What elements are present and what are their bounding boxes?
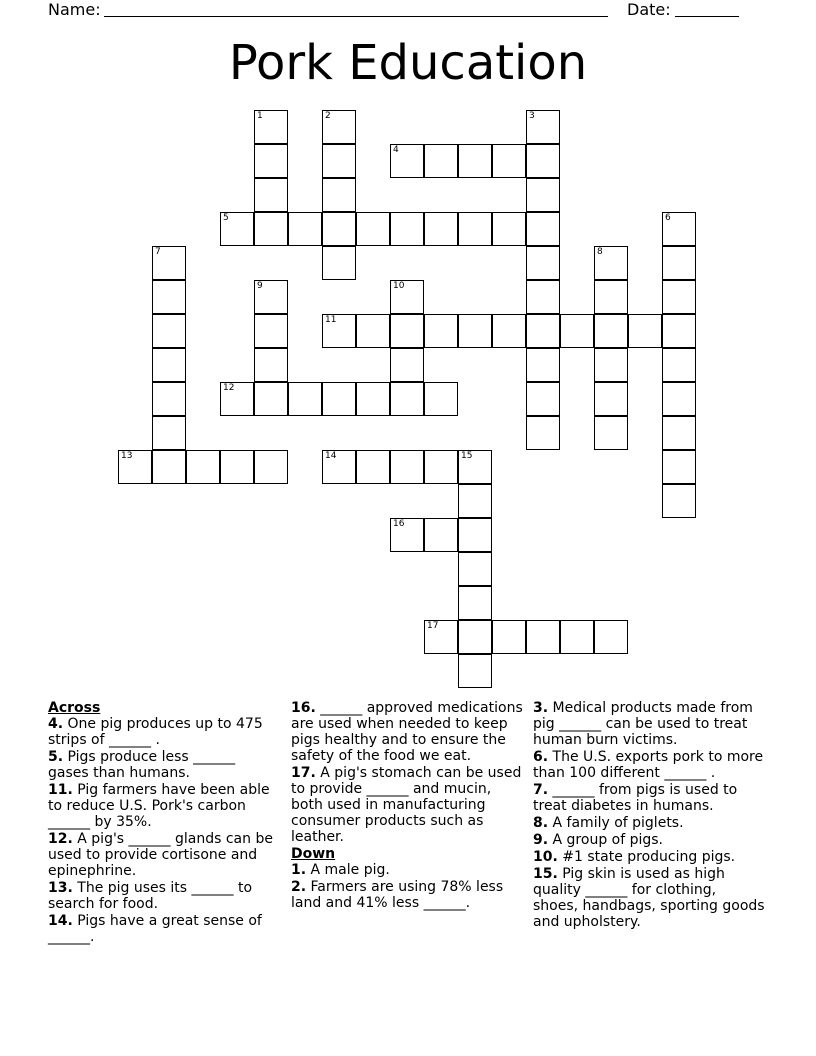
crossword-cell[interactable] [424,382,458,416]
crossword-cell[interactable] [526,246,560,280]
crossword-cell[interactable] [424,518,458,552]
crossword-cell[interactable] [526,178,560,212]
cell-number: 12 [223,383,235,393]
crossword-cell[interactable] [662,416,696,450]
clue-text: The U.S. exports pork to more than 100 different ______ . [533,749,764,781]
clue-number: 17. [291,765,316,781]
crossword-cell[interactable] [118,450,152,484]
crossword-cell[interactable] [288,212,322,246]
down-clue [291,862,523,878]
crossword-cell[interactable] [254,348,288,382]
across-clue [48,913,280,945]
cell-number: 11 [325,315,337,325]
down-clue [533,815,765,831]
clue-number: 1. [291,862,307,878]
clue-number: 7. [533,782,549,798]
across-clue [291,765,523,845]
crossword-cell[interactable] [526,382,560,416]
crossword-cell[interactable] [458,484,492,518]
down-heading: Down [291,846,336,862]
crossword-cell[interactable] [152,280,186,314]
cell-number: 9 [257,281,263,291]
clue-number: 15. [533,866,558,882]
clue-text: A male pig. [310,862,390,878]
clue-text: ______ from pigs is used to treat diabetes in humans. [533,782,738,814]
across-clue [48,782,280,830]
clue-number: 14. [48,913,73,929]
cell-number: 6 [665,213,671,223]
crossword-cell[interactable] [390,212,424,246]
clue-number: 4. [48,716,64,732]
cell-number: 16 [393,519,405,529]
crossword-cell[interactable] [322,246,356,280]
crossword-cell[interactable] [594,314,628,348]
crossword-cell[interactable] [458,518,492,552]
down-clue [533,866,765,930]
crossword-cell[interactable] [322,212,356,246]
crossword-cell[interactable] [186,450,220,484]
crossword-cell[interactable] [594,416,628,450]
clue-number: 12. [48,831,73,847]
crossword-cell[interactable] [458,450,492,484]
crossword-cell[interactable] [322,144,356,178]
clue-text: A pig's stomach can be used to provide ______ and mucin, both used in manufacturing consumer products such as leather. [291,765,522,845]
crossword-cell[interactable] [526,348,560,382]
clue-text: Pigs have a great sense of ______. [48,913,262,945]
clue-text: Farmers are using 78% less land and 41% less ______. [291,879,504,911]
crossword-cell[interactable] [424,212,458,246]
clues-column-2 [291,700,523,912]
crossword-cell[interactable] [662,382,696,416]
date-label: Date: [627,0,671,19]
crossword-cell[interactable] [322,450,356,484]
cell-number: 17 [427,621,439,631]
clue-text: A family of piglets. [552,815,684,831]
crossword-cell[interactable] [458,654,492,688]
crossword-cell[interactable] [390,280,424,314]
across-clue [48,749,280,781]
cell-number: 3 [529,111,535,121]
cell-number: 2 [325,111,331,121]
crossword-cell[interactable] [594,620,628,654]
clue-text: Pig skin is used as high quality ______ for clothing, shoes, handbags, sporting goods and upholstery. [533,866,765,930]
clue-number: 10. [533,849,558,865]
clues-column-3 [533,700,765,931]
clue-number: 8. [533,815,549,831]
crossword-cell[interactable] [594,280,628,314]
down-clue [533,849,765,865]
crossword-cell[interactable] [662,450,696,484]
cell-number: 10 [393,281,405,291]
clue-number: 16. [291,700,316,716]
crossword-cell[interactable] [458,314,492,348]
crossword-cell[interactable] [390,518,424,552]
clue-text: Pig farmers have been able to reduce U.S. Pork's carbon ______ by 35%. [48,782,270,830]
crossword-cell[interactable] [458,586,492,620]
clue-number: 11. [48,782,73,798]
crossword-cell[interactable] [560,314,594,348]
clue-number: 2. [291,879,307,895]
crossword-cell[interactable] [492,212,526,246]
clue-number: 13. [48,880,73,896]
crossword-cell[interactable] [254,450,288,484]
crossword-cell[interactable] [594,382,628,416]
across-clue [48,716,280,748]
crossword-cell[interactable] [424,620,458,654]
crossword-cell[interactable] [152,450,186,484]
crossword-cell[interactable] [220,212,254,246]
crossword-cell[interactable] [662,280,696,314]
crossword-cell[interactable] [662,484,696,518]
crossword-cell[interactable] [526,416,560,450]
crossword-cell[interactable] [662,314,696,348]
clue-text: A group of pigs. [552,832,664,848]
crossword-cell[interactable] [254,110,288,144]
crossword-cell[interactable] [288,382,322,416]
down-clue [533,832,765,848]
clues-column-1 [48,700,280,946]
crossword-cell[interactable] [356,382,390,416]
cell-number: 8 [597,247,603,257]
crossword-cell[interactable] [526,212,560,246]
crossword-cell[interactable] [152,382,186,416]
crossword-cell[interactable] [152,246,186,280]
crossword-cell[interactable] [594,246,628,280]
crossword-cell[interactable] [662,348,696,382]
crossword-cell[interactable] [254,178,288,212]
page-title: Pork Education [228,35,588,91]
crossword-cell[interactable] [390,144,424,178]
crossword-cell[interactable] [356,314,390,348]
down-clue [533,749,765,781]
crossword-cell[interactable] [152,348,186,382]
cell-number: 4 [393,145,399,155]
clue-number: 3. [533,700,549,716]
clue-number: 5. [48,749,64,765]
crossword-cell[interactable] [526,280,560,314]
clue-text: Medical products made from pig ______ can be used to treat human burn victims. [533,700,753,748]
crossword-cell[interactable] [526,110,560,144]
across-clue [48,831,280,879]
cell-number: 7 [155,247,161,257]
crossword-cell[interactable] [560,620,594,654]
crossword-cell[interactable] [322,382,356,416]
crossword-cell[interactable] [322,110,356,144]
crossword-cell[interactable] [254,212,288,246]
clue-text: The pig uses its ______ to search for food. [48,880,253,912]
down-clue [533,782,765,814]
crossword-cell[interactable] [220,382,254,416]
clue-text: Pigs produce less ______ gases than humans. [48,749,236,781]
crossword-cell[interactable] [594,348,628,382]
crossword-cell[interactable] [322,178,356,212]
crossword-cell[interactable] [526,144,560,178]
crossword-cell[interactable] [390,382,424,416]
down-clue [291,879,523,911]
crossword-cell[interactable] [492,144,526,178]
crossword-cell[interactable] [356,212,390,246]
cell-number: 15 [461,451,473,461]
crossword-cell[interactable] [628,314,662,348]
crossword-cell[interactable] [492,620,526,654]
cell-number: 14 [325,451,337,461]
crossword-cell[interactable] [356,450,390,484]
crossword-cell[interactable] [526,620,560,654]
crossword-cell[interactable] [424,450,458,484]
crossword-cell[interactable] [458,620,492,654]
crossword-cell[interactable] [390,348,424,382]
crossword-cell[interactable] [152,416,186,450]
clue-text: ______ approved medications are used when needed to keep pigs healthy and to ensure the safety of the food we eat. [291,700,523,764]
down-clue [533,700,765,748]
cell-number: 5 [223,213,229,223]
crossword-cell[interactable] [254,314,288,348]
crossword-cell[interactable] [662,212,696,246]
crossword-cell[interactable] [492,314,526,348]
crossword-cell[interactable] [390,314,424,348]
cell-number: 13 [121,451,133,461]
crossword-cell[interactable] [458,144,492,178]
crossword-cell[interactable] [424,144,458,178]
crossword-cell[interactable] [458,212,492,246]
across-clue [291,700,523,764]
crossword-cell[interactable] [458,552,492,586]
across-heading: Across [48,700,101,716]
crossword-cell[interactable] [322,314,356,348]
crossword-cell[interactable] [662,246,696,280]
crossword-cell[interactable] [526,314,560,348]
clue-text: One pig produces up to 475 strips of ______ . [48,716,263,748]
clue-number: 6. [533,749,549,765]
clue-text: A pig's ______ glands can be used to provide cortisone and epinephrine. [48,831,273,879]
crossword-cell[interactable] [424,314,458,348]
crossword-cell[interactable] [390,450,424,484]
crossword-cell[interactable] [220,450,254,484]
clue-text: #1 state producing pigs. [562,849,736,865]
crossword-cell[interactable] [152,314,186,348]
clue-number: 9. [533,832,549,848]
crossword-cell[interactable] [254,382,288,416]
crossword-cell[interactable] [254,280,288,314]
name-label: Name: [48,0,101,19]
crossword-cell[interactable] [254,144,288,178]
across-clue [48,880,280,912]
cell-number: 1 [257,111,263,121]
